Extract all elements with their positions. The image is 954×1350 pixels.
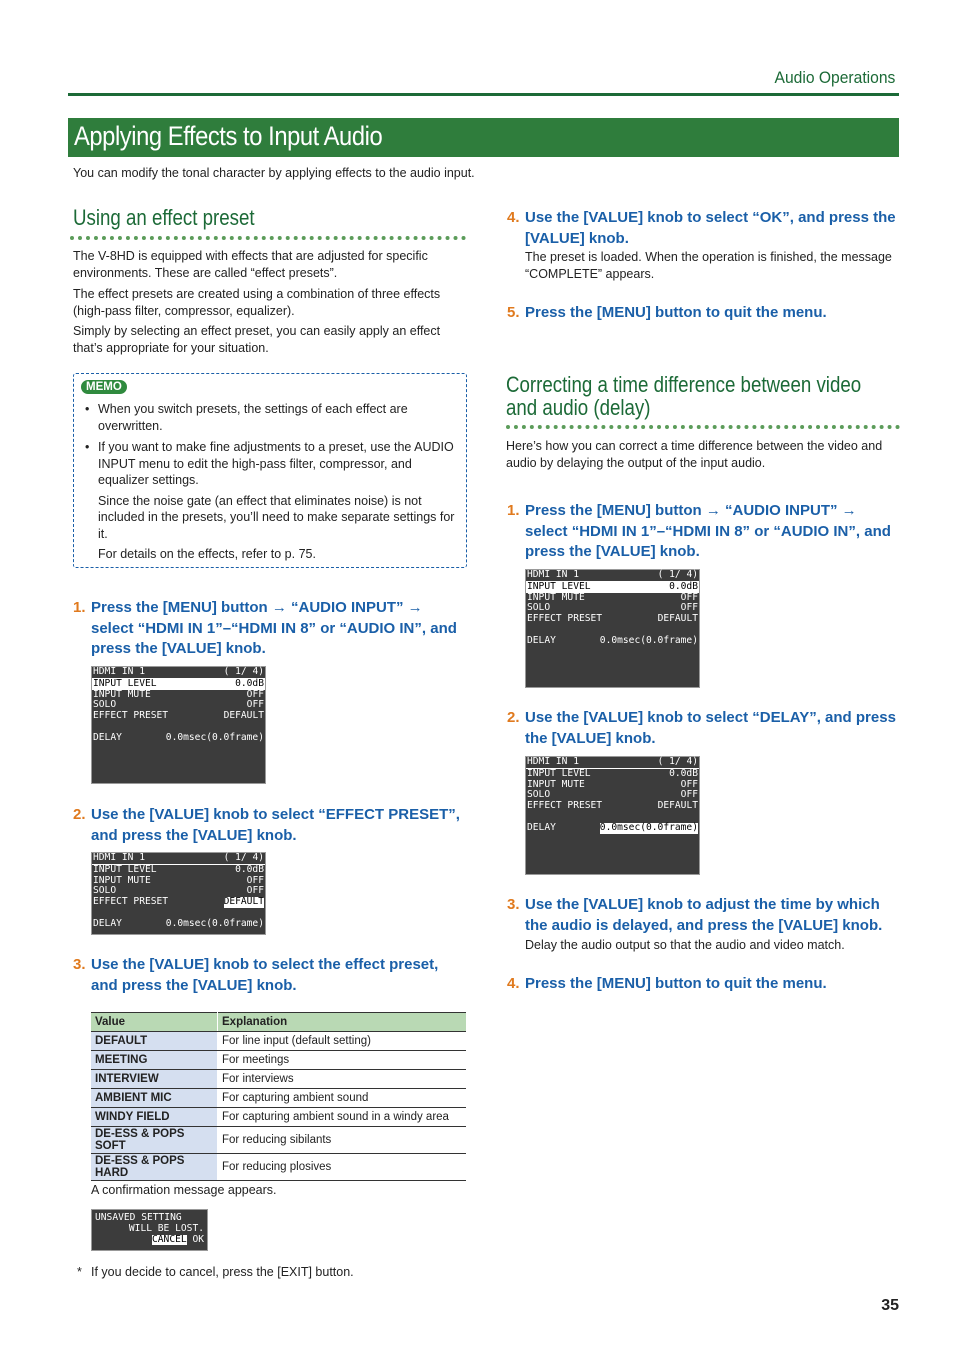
step-number: 3. <box>507 896 520 913</box>
step-text: Press the [MENU] button to quit the menu. <box>525 304 827 321</box>
lcd-row <box>92 876 265 887</box>
step-text: Press the [MENU] button → “AUDIO INPUT” → select “HDMI IN 1”–“HDMI IN 8” or “AUDIO IN”, and press the [VALUE] knob. <box>525 502 891 560</box>
step-text: Use the [VALUE] knob to select “OK”, and press the [VALUE] knob. <box>525 209 896 247</box>
memo-badge: MEMO <box>81 380 127 394</box>
lcd-row <box>526 636 699 647</box>
table-cell-explanation: For interviews <box>218 1070 467 1089</box>
table-cell-value: DE-ESS & POPS HARD <box>91 1154 218 1181</box>
step-right-4 <box>507 974 903 995</box>
section-label: Audio Operations <box>774 68 895 87</box>
step-left-4 <box>507 208 900 249</box>
heading-divider <box>506 425 900 429</box>
lcd-label: SOLO <box>93 699 117 711</box>
page-number: 35 <box>881 1297 899 1314</box>
lcd-label: INPUT LEVEL <box>527 767 591 779</box>
step-left-1 <box>73 598 469 660</box>
table-cell-value: MEETING <box>91 1051 218 1070</box>
lcd-row <box>526 801 699 812</box>
lcd-row <box>526 614 699 625</box>
lcd-screen-1 <box>91 666 266 784</box>
page-title: Applying Effects to Input Audio <box>74 121 383 151</box>
lcd-title: HDMI IN 1 <box>527 569 579 580</box>
lcd-value: OFF <box>680 789 698 801</box>
lcd-confirm-text: UNSAVED SETTING <box>95 1212 182 1223</box>
lcd-label: INPUT LEVEL <box>93 677 157 689</box>
lcd-row <box>526 780 699 791</box>
step-left-5 <box>507 303 900 324</box>
step-text: Use the [VALUE] knob to select “EFFECT PRESET”, and press the [VALUE] knob. <box>91 806 460 844</box>
table-cell-explanation: For line input (default setting) <box>218 1032 467 1051</box>
lcd-label: SOLO <box>527 789 551 801</box>
step-number: 4. <box>507 209 520 226</box>
lcd-page: ( 1/ 4) <box>223 666 264 677</box>
memo-list <box>84 401 464 568</box>
lcd-label: DELAY <box>527 634 556 646</box>
step-number: 5. <box>507 304 520 321</box>
table-cell-explanation: For reducing plosives <box>218 1154 467 1181</box>
lcd-confirm-screen <box>91 1209 208 1251</box>
lcd-page: ( 1/ 4) <box>657 756 698 767</box>
lcd-value: 0.0msec(0.0frame) <box>165 917 264 929</box>
lcd-cancel-option: CANCEL <box>152 1233 187 1245</box>
lcd-value-selected: DEFAULT <box>223 896 264 908</box>
footnote-mark: * <box>77 1265 82 1279</box>
heading-effect-preset: Using an effect preset <box>73 205 255 230</box>
table-cell-explanation: For meetings <box>218 1051 467 1070</box>
table-cell-value: DEFAULT <box>91 1032 218 1051</box>
lcd-row <box>92 733 265 744</box>
lcd-label: INPUT MUTE <box>93 688 151 700</box>
lcd-value: OFF <box>680 591 698 603</box>
step-number: 3. <box>73 956 86 973</box>
delay-intro: Here’s how you can correct a time difference between the video and audio by delaying the output of the input audio. <box>506 439 883 470</box>
lcd-label: EFFECT PRESET <box>93 896 169 908</box>
table-cell-explanation: For capturing ambient sound in a windy area <box>218 1108 467 1127</box>
lcd-label: EFFECT PRESET <box>527 800 603 812</box>
table-row <box>91 1051 466 1070</box>
lcd-value: OFF <box>246 688 264 700</box>
table-row <box>91 1070 466 1089</box>
lcd-row <box>92 690 265 701</box>
lcd-label: DELAY <box>93 917 122 929</box>
step-description: Delay the audio output so that the audio and video match. <box>525 938 845 952</box>
step-number: 1. <box>73 599 86 616</box>
lcd-value: DEFAULT <box>657 613 698 625</box>
step-description: The preset is loaded. When the operation is finished, the message “COMPLETE” appears. <box>525 250 892 281</box>
step-right-2 <box>507 708 903 749</box>
paragraph-1: The V-8HD is equipped with effects that are adjusted for specific environments. These are called “effect presets”. <box>73 249 428 280</box>
lcd-value: OFF <box>246 874 264 886</box>
table-cell-value: AMBIENT MIC <box>91 1089 218 1108</box>
lcd-row <box>92 711 265 722</box>
lcd-title: HDMI IN 1 <box>93 666 145 677</box>
memo-note: For details on the effects, refer to p. 75. <box>98 547 316 561</box>
lcd-value-selected: 0.0msec(0.0frame) <box>599 821 698 833</box>
step-left-3 <box>73 955 469 996</box>
lcd-row <box>526 769 699 780</box>
step-number: 2. <box>73 806 86 823</box>
lcd-value: 0.0dB <box>235 677 264 689</box>
memo-box <box>73 373 467 568</box>
lcd-value: OFF <box>680 602 698 614</box>
table-cell-value: WINDY FIELD <box>91 1108 218 1127</box>
table-row <box>91 1108 466 1127</box>
lcd-label: INPUT LEVEL <box>93 863 157 875</box>
lcd-value: OFF <box>680 778 698 790</box>
confirm-text: A confirmation message appears. <box>91 1183 277 1197</box>
intro-text: You can modify the tonal character by applying effects to the audio input. <box>73 166 475 180</box>
lcd-row <box>526 593 699 604</box>
table-row <box>91 1032 466 1051</box>
step-text: Use the [VALUE] knob to select “DELAY”, and press the [VALUE] knob. <box>525 709 896 747</box>
table-row <box>91 1154 466 1181</box>
step-text: Press the [MENU] button → “AUDIO INPUT” → select “HDMI IN 1”–“HDMI IN 8” or “AUDIO IN”, and press the [VALUE] knob. <box>91 599 457 657</box>
lcd-screen-3 <box>525 569 700 688</box>
step-left-2 <box>73 805 469 846</box>
heading-divider <box>70 236 466 240</box>
preset-table <box>91 1012 466 1181</box>
lcd-value: 0.0dB <box>235 863 264 875</box>
table-header-explanation: Explanation <box>218 1013 467 1032</box>
memo-bullet: • If you want to make fine adjustments to a preset, use the AUDIO INPUT menu to edit the high-pass filter, compressor, and equalizer settings. <box>84 439 464 489</box>
step-text: Press the [MENU] button to quit the menu. <box>525 975 827 992</box>
paragraph-3: Simply by selecting an effect preset, you can easily apply an effect that’s appropriate for your situation. <box>73 324 441 355</box>
step-number: 1. <box>507 502 520 519</box>
lcd-screen-4 <box>525 756 700 875</box>
table-cell-explanation: For capturing ambient sound <box>218 1089 467 1108</box>
heading-delay: Correcting a time difference between video and audio (delay) <box>506 372 862 420</box>
table-row <box>91 1089 466 1108</box>
lcd-row <box>92 919 265 930</box>
table-cell-value: INTERVIEW <box>91 1070 218 1089</box>
lcd-confirm-text: WILL BE LOST. <box>128 1222 204 1234</box>
lcd-value: OFF <box>246 885 264 897</box>
lcd-row <box>92 679 265 690</box>
lcd-label: DELAY <box>93 731 122 743</box>
title-bar <box>68 118 899 157</box>
lcd-row <box>92 865 265 876</box>
lcd-label: DELAY <box>527 821 556 833</box>
lcd-row <box>92 897 265 908</box>
lcd-label: INPUT MUTE <box>93 874 151 886</box>
lcd-screen-2 <box>91 852 266 935</box>
memo-bullet: • When you switch presets, the settings of each effect are overwritten. <box>84 401 464 434</box>
lcd-value: OFF <box>246 699 264 711</box>
lcd-value: 0.0msec(0.0frame) <box>165 731 264 743</box>
lcd-label: INPUT MUTE <box>527 778 585 790</box>
lcd-title: HDMI IN 1 <box>93 852 145 863</box>
lcd-label: EFFECT PRESET <box>527 613 603 625</box>
lcd-value: DEFAULT <box>223 710 264 722</box>
lcd-label: EFFECT PRESET <box>93 710 169 722</box>
lcd-label: INPUT LEVEL <box>527 580 591 592</box>
lcd-ok-option: OK <box>192 1233 204 1245</box>
lcd-row <box>526 582 699 593</box>
memo-note: Since the noise gate (an effect that eliminates noise) is not included in the presets, you’ll need to make separate settings for it. <box>98 493 455 541</box>
paragraph-2: The effect presets are created using a combination of three effects (high-pass filter, compressor, equalizer). <box>73 287 441 318</box>
step-text: Use the [VALUE] knob to adjust the time by which the audio is delayed, and press the [VALUE] knob. <box>525 896 883 934</box>
header-rule <box>68 93 899 96</box>
lcd-value: 0.0msec(0.0frame) <box>599 634 698 646</box>
step-number: 2. <box>507 709 520 726</box>
step-right-3 <box>507 895 903 936</box>
lcd-title: HDMI IN 1 <box>527 756 579 767</box>
step-number: 4. <box>507 975 520 992</box>
table-cell-value: DE-ESS & POPS SOFT <box>91 1127 218 1154</box>
lcd-label: SOLO <box>93 885 117 897</box>
lcd-value: 0.0dB <box>669 580 698 592</box>
lcd-value: 0.0dB <box>669 767 698 779</box>
lcd-confirm-actions <box>92 1235 207 1246</box>
table-row <box>91 1127 466 1154</box>
lcd-confirm-line <box>92 1224 207 1235</box>
table-header-value: Value <box>91 1013 218 1032</box>
lcd-row <box>526 823 699 834</box>
lcd-label: INPUT MUTE <box>527 591 585 603</box>
footnote: If you decide to cancel, press the [EXIT] button. <box>91 1265 354 1279</box>
table-cell-explanation: For reducing sibilants <box>218 1127 467 1154</box>
lcd-page: ( 1/ 4) <box>223 852 264 863</box>
lcd-label: SOLO <box>527 602 551 614</box>
step-right-1 <box>507 501 903 563</box>
step-text: Use the [VALUE] knob to select the effect preset, and press the [VALUE] knob. <box>91 956 439 994</box>
lcd-page: ( 1/ 4) <box>657 569 698 580</box>
table-header-row <box>91 1013 466 1032</box>
lcd-value: DEFAULT <box>657 800 698 812</box>
